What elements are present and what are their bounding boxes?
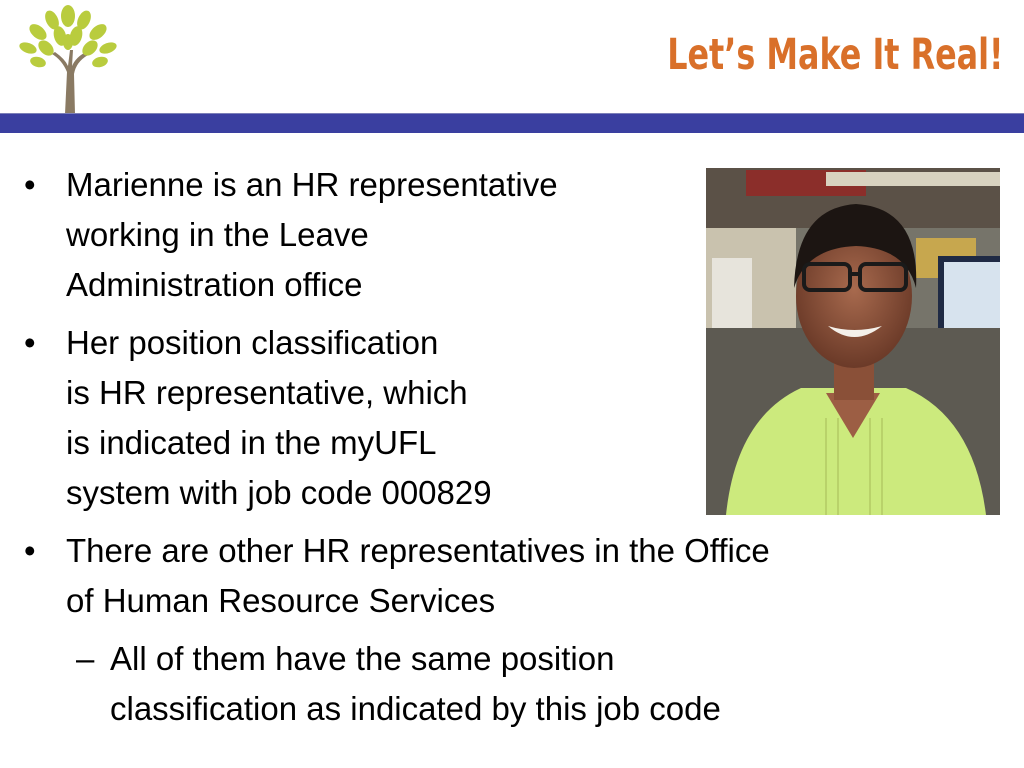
bullet-line: system with job code 000829 xyxy=(66,474,492,511)
bullet-line: There are other HR representatives in the Office xyxy=(66,532,770,569)
bullet-line: working in the Leave xyxy=(66,216,369,253)
sub-bullet-line: All of them have the same position xyxy=(110,640,615,677)
bullet-symbol: • xyxy=(24,166,36,203)
divider-band xyxy=(0,114,1024,133)
bullet-line: Marienne is an HR representative xyxy=(66,166,558,203)
sub-bullet-dash: – xyxy=(76,640,95,677)
portrait-photo-icon xyxy=(706,168,1000,515)
bullet-line: Administration office xyxy=(66,266,363,303)
slide-title: Let’s Make It Real! xyxy=(667,30,1004,80)
bullet-symbol: • xyxy=(24,324,36,361)
bullet-line: Her position classification xyxy=(66,324,439,361)
bullet-line: of Human Resource Services xyxy=(66,582,496,619)
sub-bullet-line: classification as indicated by this job code xyxy=(110,690,721,727)
bullet-line: is indicated in the myUFL xyxy=(66,424,437,461)
header-divider xyxy=(0,113,1024,133)
bullet-symbol: • xyxy=(24,532,36,569)
tree-logo-icon xyxy=(8,2,126,114)
bullet-line: is HR representative, which xyxy=(66,374,468,411)
